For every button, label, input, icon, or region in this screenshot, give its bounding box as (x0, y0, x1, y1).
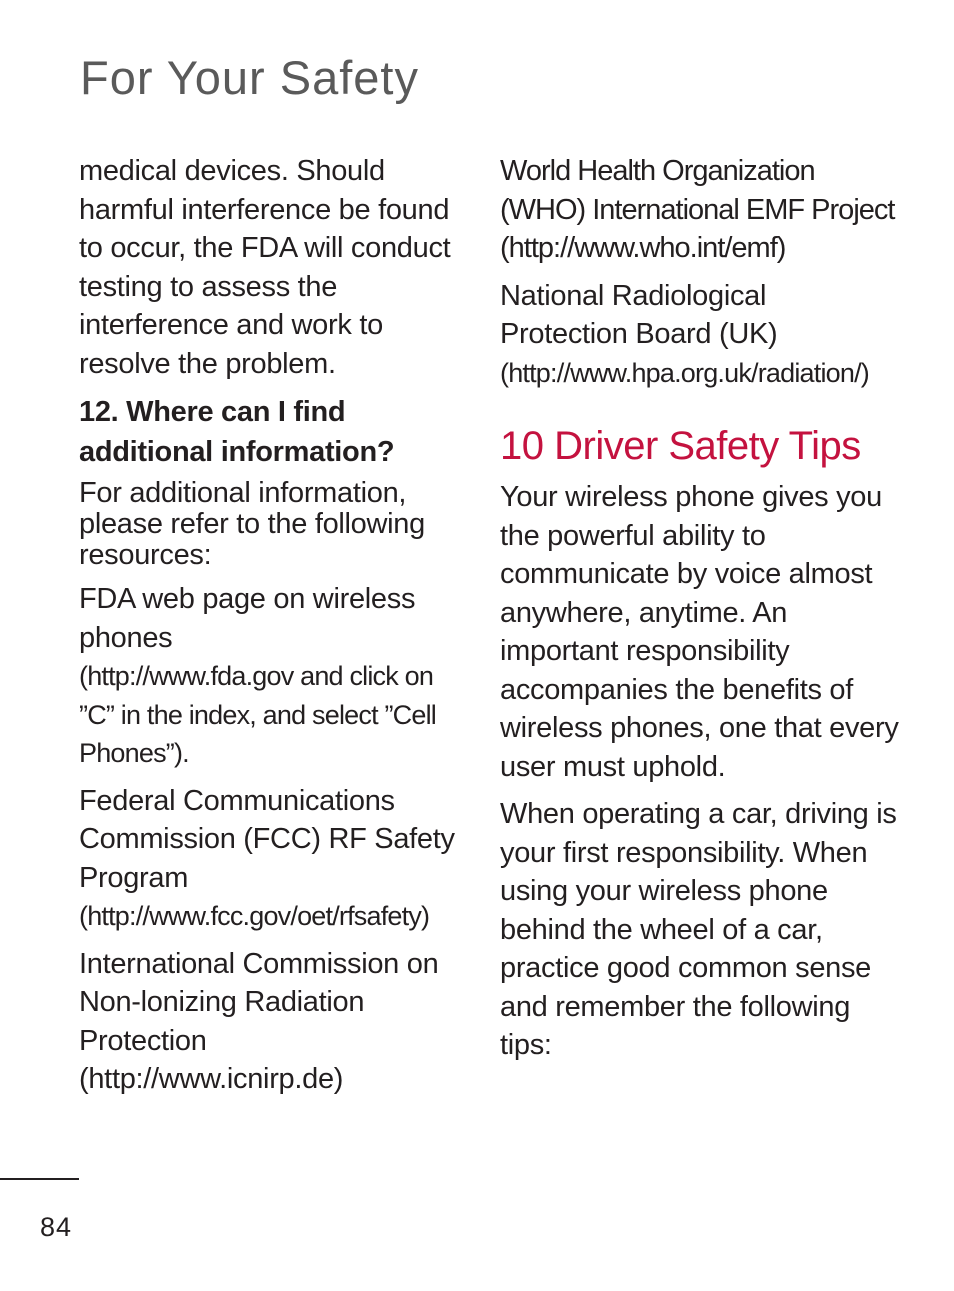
resource-fcc (79, 782, 471, 936)
driver-paragraph-2: When operating a car, driving is your first responsibility. When using your wireless phone behind the wheel of a car, practice good common sense and remember the following tips: (500, 798, 897, 1061)
resource-nrpb (500, 277, 900, 393)
resource-who: World Health Organization (WHO) International EMF Project (http://www.who.int/emf) (500, 155, 895, 264)
intro-paragraph: medical devices. Should harmful interference be found to occur, the FDA will conduct testing to assess the interference and work to resolve the problem. (79, 155, 451, 380)
right-column (500, 152, 900, 1074)
page-number: 84 (40, 1212, 73, 1242)
page-title: For Your Safety (80, 51, 419, 104)
footer-rule (0, 1178, 79, 1180)
resources-lead: For additional information, please refer to the following resources: (79, 477, 425, 571)
resource-icnirp (79, 945, 471, 1099)
resource-fcc-text: Federal Communications Commission (FCC) RF Safety Program (79, 784, 455, 894)
resource-icnirp-url: (http://www.icnirp.de) (79, 1063, 344, 1095)
left-column (79, 152, 471, 1108)
resource-fda (79, 580, 471, 773)
resource-nrpb-url: (http://www.hpa.org.uk/radiation/) (500, 357, 869, 388)
question-heading: 12. Where can I find additional information? (79, 396, 395, 468)
section-title: 10 Driver Safety Tips (500, 424, 861, 468)
resource-icnirp-text: International Commission on Non-lonizing Radiation Protection (79, 947, 439, 1057)
driver-paragraph-1: Your wireless phone gives you the powerful ability to communicate by voice almost anywhere, anytime. An important responsibility accompanies the benefits of wireless phones, one that every user must uphold. (500, 481, 899, 783)
resource-fcc-url: (http://www.fcc.gov/oet/rfsafety) (79, 901, 430, 931)
resource-nrpb-text: National Radiological Protection Board (UK) (500, 279, 778, 350)
resource-fda-text: FDA web page on wireless phones (79, 583, 416, 654)
resource-fda-url: (http://www.fda.gov and click on ”C” in the index, and select ”Cell Phones”). (79, 661, 436, 768)
